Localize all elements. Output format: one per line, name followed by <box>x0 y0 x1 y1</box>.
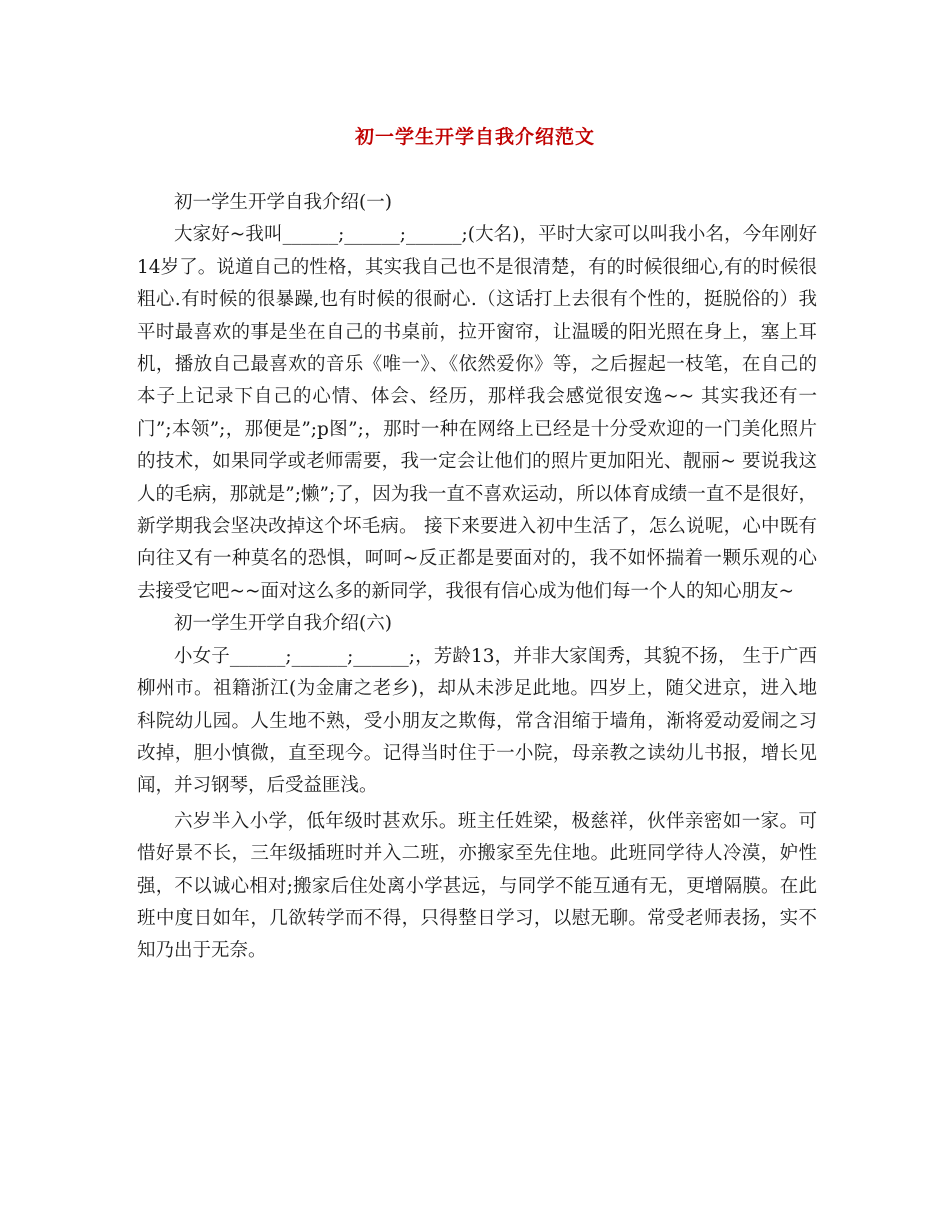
section-heading-1: 初一学生开学自我介绍(一) <box>174 192 392 213</box>
document-body <box>137 187 817 968</box>
paragraph-1: 大家好~我叫______;______;______;(大名)，平时大家可以叫我小名，今年刚好14岁了。说道自己的性格，其实我自己也不是很清楚，有的时候很细心,有的时候很粗心.有时候的很暴躁,也有时候的很耐心.（这话打上去很有个性的，挺脱俗的）我平时最喜欢的事是坐在自己的书桌前，拉开窗帘，让温暖的阳光照在身上，塞上耳机，播放自己最喜欢的音乐《唯一》、《依然爱你》等，之后握起一枝笔，在自己的本子上记录下自己的心情、体会、经历，那样我会感觉很安逸~~ 其实我还有一门”;本领”;，那便是”;p图”;，那时一种在网络上已经是十分受欢迎的一门美化照片的技术，如果同学或老师需要，我一定会让他们的照片更加阳光、靓丽~ 要说我这人的毛病，那就是”;懒”;了，因为我一直不喜欢运动，所以体育成绩一直不是很好，新学期我会坚决改掉这个坏毛病。 接下来要进入初中生活了，怎么说呢，心中既有向往又有一种莫名的恐惧，呵呵~反正都是要面对的，我不如怀揣着一颗乐观的心去接受它吧~~面对这么多的新同学，我很有信心成为他们每一个人的知心朋友~ <box>137 224 817 602</box>
paragraph-2: 小女子______;______;______;，芳龄13，并非大家闺秀，其貌不扬， 生于广西柳州市。祖籍浙江(为金庸之老乡)，却从未涉足此地。四岁上，随父进京，进入地科院幼儿园。人生地不熟，受小朋友之欺侮，常含泪缩于墙角，渐将爱动爱闹之习改掉，胆小慎微，直至现今。记得当时住于一小院，母亲教之读幼儿书报，增长见闻，并习钢琴，后受益匪浅。 <box>137 645 817 797</box>
paragraph-3: 六岁半入小学，低年级时甚欢乐。班主任姓梁，极慈祥，伙伴亲密如一家。可惜好景不长，三年级插班时并入二班，亦搬家至先住地。此班同学待人冷漠，妒性强，不以诚心相对;搬家后住处离小学甚远，与同学不能互通有无，更增隔膜。在此班中度日如年，几欲转学而不得，只得整日学习，以慰无聊。常受老师表扬，实不知乃出于无奈。 <box>137 810 817 962</box>
document-title: 初一学生开学自我介绍范文 <box>354 126 595 148</box>
section-heading-6: 初一学生开学自我介绍(六) <box>174 613 392 635</box>
